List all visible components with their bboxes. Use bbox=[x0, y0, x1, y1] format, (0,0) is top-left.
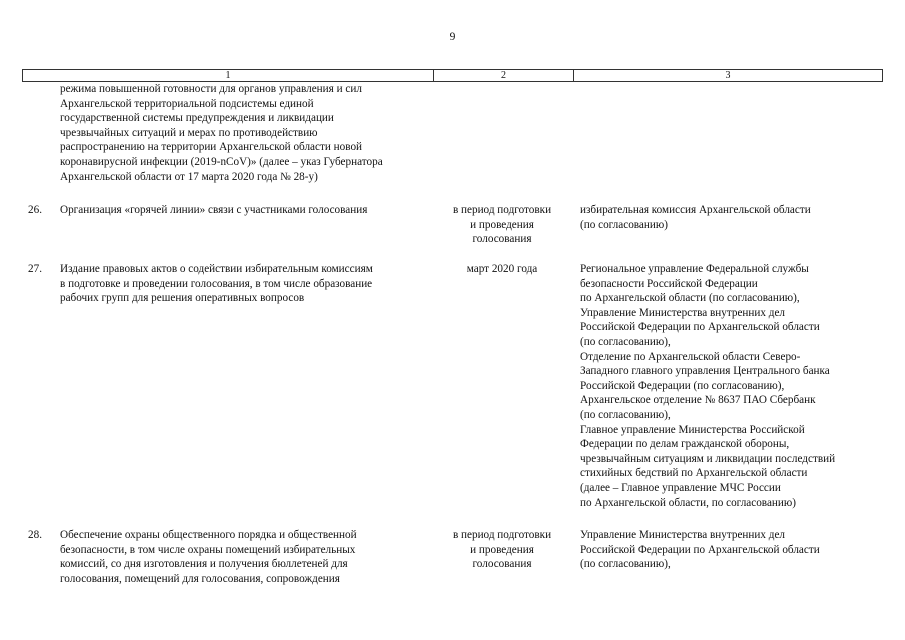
row-action bbox=[60, 528, 432, 586]
responsible-line: Региональное управление Федеральной службы bbox=[580, 263, 809, 275]
row-responsible bbox=[580, 528, 890, 572]
row-action bbox=[60, 203, 432, 218]
period-line: голосования bbox=[472, 233, 532, 246]
responsible-line: чрезвычайным ситуациям и ликвидации последствий bbox=[580, 452, 836, 465]
action-line: рабочих групп для решения оперативных вопросов bbox=[60, 292, 305, 305]
responsible-line: (по согласованию), bbox=[580, 335, 671, 348]
responsible-line: Федерации по делам гражданской обороны, bbox=[580, 438, 790, 451]
period-line: в период подготовки bbox=[452, 529, 552, 541]
responsible-line: стихийных бедствий по Архангельской области bbox=[580, 467, 808, 480]
continuation-line: коронавирусной инфекции (2019-nCoV)» (далее – указ Губернатора bbox=[60, 155, 383, 168]
responsible-line: Главное управление Министерства Российской bbox=[580, 423, 805, 436]
header-col-1: 1 bbox=[23, 70, 434, 81]
responsible-line: (по согласованию), bbox=[580, 408, 671, 421]
responsible-line: Управление Министерства внутренних дел bbox=[580, 306, 786, 319]
row-responsible bbox=[580, 203, 890, 232]
continuation-line: распространению на территории Архангельской области новой bbox=[60, 141, 363, 154]
responsible-line: Российской Федерации по Архангельской области bbox=[580, 543, 820, 556]
responsible-line: Западного главного управления Центрального банка bbox=[580, 365, 830, 378]
responsible-line: (по согласованию) bbox=[580, 218, 668, 231]
responsible-line: (далее – Главное управление МЧС России bbox=[580, 481, 781, 494]
row-responsible bbox=[580, 262, 890, 510]
continuation-line: чрезвычайных ситуаций и мерах по противодействию bbox=[60, 126, 318, 139]
continuation-text bbox=[60, 82, 440, 184]
period-line: голосования bbox=[472, 558, 532, 571]
responsible-line: Управление Министерства внутренних дел bbox=[580, 529, 786, 541]
row-period bbox=[440, 262, 564, 277]
action-line: голосования, помещений для голосования, сопровождения bbox=[60, 572, 340, 585]
continuation-line: режима повышенной готовности для органов управления и сил bbox=[60, 83, 362, 95]
row-period bbox=[440, 203, 564, 247]
period-line: в период подготовки bbox=[452, 204, 552, 216]
continuation-line: государственной системы предупреждения и ликвидации bbox=[60, 112, 334, 125]
action-line: Организация «горячей линии» связи с участниками голосования bbox=[60, 204, 368, 216]
header-col-2: 2 bbox=[434, 70, 574, 81]
action-line: Обеспечение охраны общественного порядка и общественной bbox=[60, 529, 357, 541]
action-line: Издание правовых актов о содействии избирательным комиссиям bbox=[60, 263, 373, 275]
responsible-line: по Архангельской области, по согласованию) bbox=[580, 496, 796, 509]
row-action bbox=[60, 262, 432, 306]
period-line: и проведения bbox=[470, 218, 534, 231]
continuation-line: Архангельской области от 17 марта 2020 года № 28-у) bbox=[60, 170, 318, 183]
responsible-line: Отделение по Архангельской области Северо- bbox=[580, 350, 801, 363]
responsible-line: Российской Федерации по Архангельской области bbox=[580, 321, 820, 334]
continuation-line: Архангельской территориальной подсистемы единой bbox=[60, 97, 314, 110]
responsible-line: избирательная комиссия Архангельской области bbox=[580, 204, 811, 216]
row-number: 26. bbox=[28, 204, 42, 216]
responsible-line: (по согласованию), bbox=[580, 558, 671, 571]
table-header-row bbox=[22, 69, 883, 82]
responsible-line: безопасности Российской Федерации bbox=[580, 277, 758, 290]
action-line: в подготовке и проведении голосования, в том числе образование bbox=[60, 277, 373, 290]
row-number: 27. bbox=[28, 263, 42, 275]
action-line: безопасности, в том числе охраны помещений избирательных bbox=[60, 543, 356, 556]
period-line: март 2020 года bbox=[466, 263, 538, 275]
row-period bbox=[440, 528, 564, 572]
action-line: комиссий, со дня изготовления и получения бюллетеней для bbox=[60, 558, 348, 571]
row-number: 28. bbox=[28, 529, 42, 541]
responsible-line: Архангельское отделение № 8637 ПАО Сбербанк bbox=[580, 394, 816, 407]
period-line: и проведения bbox=[470, 543, 534, 556]
responsible-line: Российской Федерации (по согласованию), bbox=[580, 379, 785, 392]
page-number: 9 bbox=[449, 31, 456, 43]
responsible-line: по Архангельской области (по согласованию), bbox=[580, 292, 800, 305]
header-col-3: 3 bbox=[725, 70, 731, 81]
